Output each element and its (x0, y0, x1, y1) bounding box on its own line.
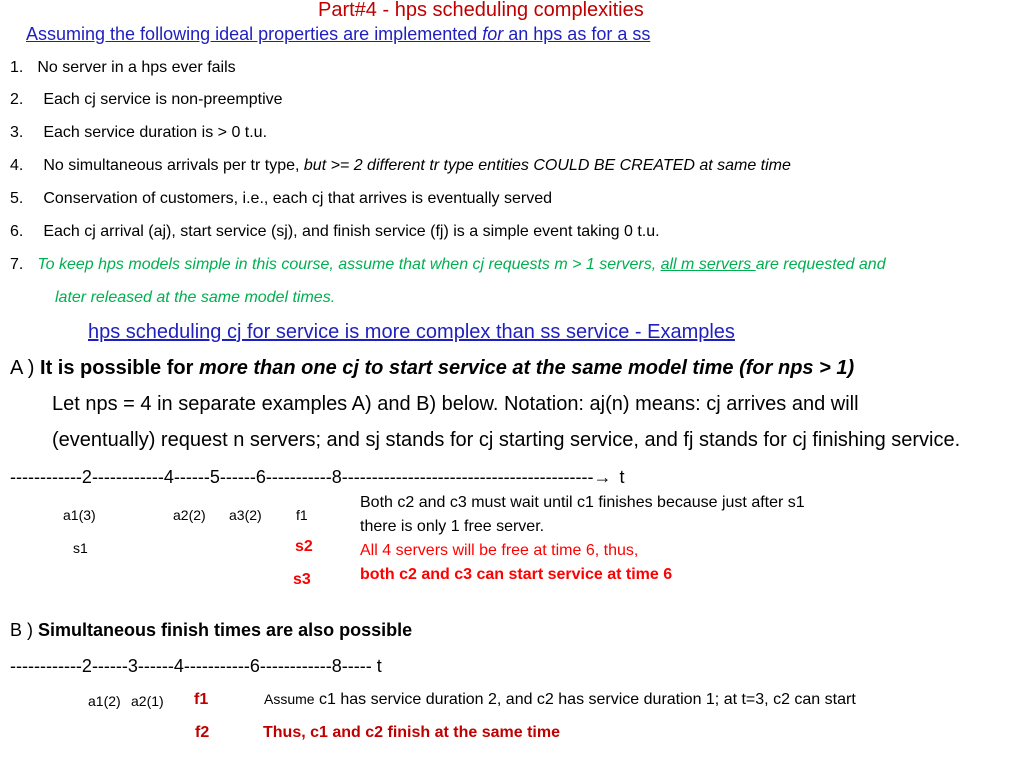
property-7-text-end: are requested and (755, 256, 886, 273)
event-a3: a3(2) (229, 507, 262, 523)
event-b-a1: a1(2) (88, 693, 121, 709)
event-s1: s1 (73, 540, 88, 556)
property-7-line2: later released at the same model times. (55, 289, 336, 306)
part-b-heading (10, 621, 412, 639)
part-a-line2: Let nps = 4 in separate examples A) and B) below. Notation: aj(n) means: cj arrives and will (52, 393, 859, 415)
part-a-bold-italic: more than one cj to start service at the same model time (for nps > 1) (198, 357, 855, 379)
timeline-t-label: t (619, 467, 625, 487)
timeline-a-ticks: ------------2------------4------5------6-----------8------------------------------------------ (10, 467, 594, 487)
section-heading: hps scheduling cj for service is more complex than ss service - Examples (88, 321, 735, 343)
part-a-heading (10, 358, 854, 378)
property-number: 6. (10, 223, 24, 240)
part-a-prefix: A ) (10, 357, 41, 379)
property-italic: but >= 2 different tr type entities COULD BE CREATED at same time (303, 157, 791, 174)
property-2 (10, 92, 283, 108)
event-f1: f1 (296, 507, 308, 523)
subtitle-post: an hps as for a ss (503, 24, 651, 44)
subtitle-em: for (482, 24, 504, 44)
assume-label: Assume (264, 691, 315, 707)
part-a-line3: (eventually) request n servers; and sj stands for cj starting service, and fj stands for cj finishing service. (52, 429, 961, 451)
note-a-2: there is only 1 free server. (360, 518, 545, 535)
timeline-b: ------------2------3------4-----------6------------8----- t (10, 656, 382, 676)
event-b-a2: a2(1) (131, 693, 164, 709)
property-7-underlined: all m servers (660, 256, 756, 273)
property-number: 7. (10, 256, 24, 273)
timeline-a (10, 468, 625, 486)
property-number: 1. (10, 59, 24, 76)
property-text: No server in a hps ever fails (37, 59, 236, 76)
property-text: Conservation of customers, i.e., each cj that arrives is eventually served (43, 190, 553, 207)
property-7 (10, 257, 886, 273)
property-text: Each cj service is non-preemptive (43, 91, 283, 108)
property-4 (10, 158, 791, 174)
conclusion-b: Thus, c1 and c2 finish at the same time (263, 724, 560, 741)
event-a1: a1(3) (63, 507, 96, 523)
part-a-bold: It is possible for (40, 357, 199, 379)
event-a2: a2(2) (173, 507, 206, 523)
property-1 (10, 60, 236, 76)
property-number: 2. (10, 91, 24, 108)
timeline-arrow-icon: → (593, 467, 612, 487)
property-number: 3. (10, 124, 24, 141)
part-b-prefix: B ) (10, 620, 39, 640)
property-3 (10, 125, 267, 141)
part-b-bold: Simultaneous finish times are also possible (38, 620, 413, 640)
property-number: 4. (10, 157, 24, 174)
property-5 (10, 191, 552, 207)
event-s3: s3 (293, 571, 311, 588)
property-text: No simultaneous arrivals per tr type, (43, 157, 304, 174)
subtitle (26, 25, 650, 43)
event-b-f2: f2 (195, 724, 210, 741)
note-a-4: both c2 and c3 can start service at time 6 (360, 566, 673, 583)
subtitle-pre: Assuming the following ideal properties are implemented (26, 24, 483, 44)
property-text: Each service duration is > 0 t.u. (43, 124, 268, 141)
event-b-f1: f1 (194, 691, 209, 708)
assume-note (264, 692, 856, 708)
property-number: 5. (10, 190, 24, 207)
assume-text: c1 has service duration 2, and c2 has service duration 1; at t=3, c2 can start (314, 691, 856, 708)
page-title: Part#4 - hps scheduling complexities (318, 0, 644, 21)
note-a-3: All 4 servers will be free at time 6, thus, (360, 542, 639, 559)
event-s2: s2 (295, 538, 313, 555)
note-a-1: Both c2 and c3 must wait until c1 finishes because just after s1 (360, 494, 805, 511)
property-6 (10, 224, 660, 240)
property-7-text: To keep hps models simple in this course, assume that when cj requests m > 1 servers, (37, 256, 661, 273)
property-text: Each cj arrival (aj), start service (sj), and finish service (fj) is a simple event taking 0 t.u. (43, 223, 660, 240)
